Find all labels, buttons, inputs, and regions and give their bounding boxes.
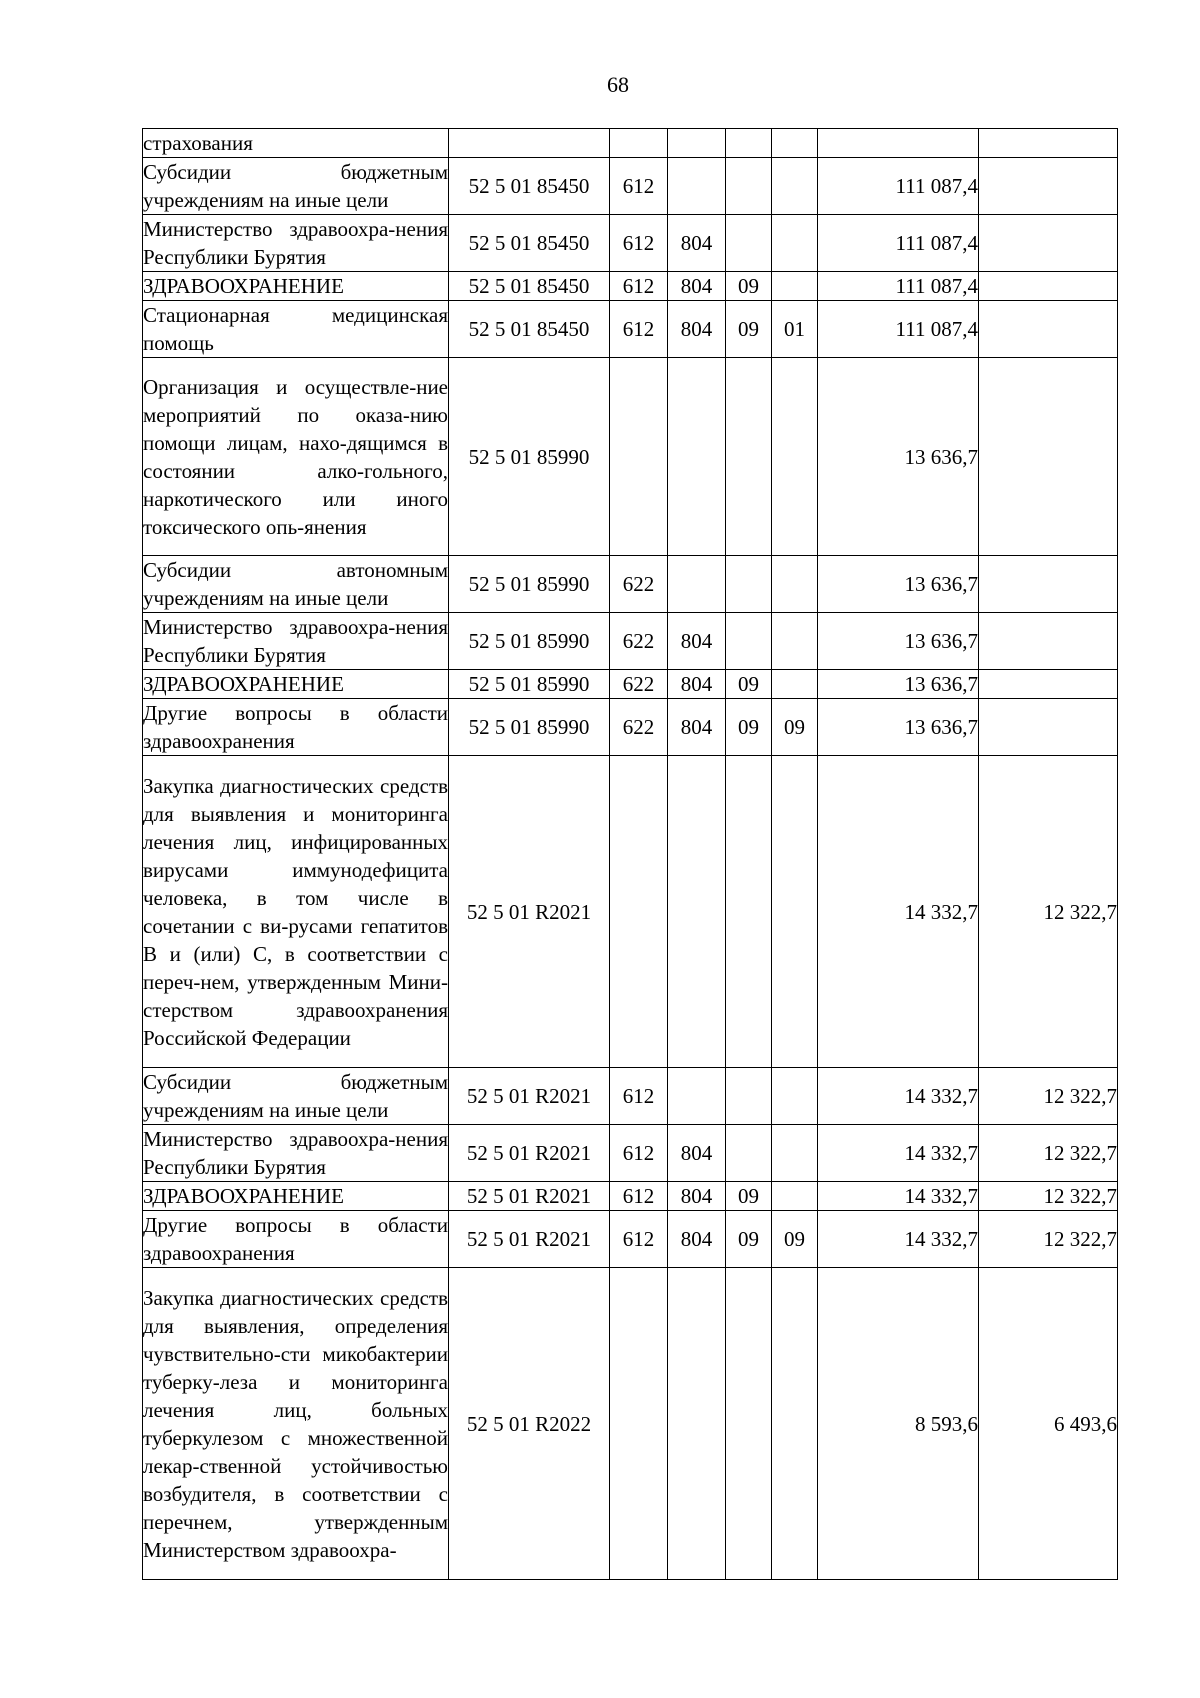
amount-cell: 111 087,4 (818, 158, 979, 215)
federal-amount-cell (979, 556, 1118, 613)
target-article-code-cell: 52 5 01 R2021 (449, 1211, 610, 1268)
ministry-code-cell: 804 (668, 272, 726, 301)
amount-cell: 13 636,7 (818, 670, 979, 699)
item-name-cell: Министерство здравоохра-нения Республики Бурятия (143, 215, 449, 272)
subsection-code-cell (772, 129, 818, 158)
amount-cell: 111 087,4 (818, 272, 979, 301)
item-name-cell: страхования (143, 129, 449, 158)
federal-amount-cell: 6 493,6 (979, 1268, 1118, 1580)
table-row (143, 1125, 1118, 1182)
expense-type-code-cell: 622 (610, 699, 668, 756)
ministry-code-cell: 804 (668, 1211, 726, 1268)
item-name-cell: Организация и осуществле-ние мероприятий по оказа-нию помощи лицам, нахо-дящимся в состоянии алко-гольного, наркотического или иного токсического опь-янения (143, 358, 449, 556)
expense-type-code-cell: 612 (610, 1068, 668, 1125)
expense-type-code-cell: 612 (610, 1211, 668, 1268)
expense-type-code-cell: 622 (610, 613, 668, 670)
target-article-code-cell (449, 129, 610, 158)
subsection-code-cell (772, 670, 818, 699)
item-name-cell: Субсидии бюджетным учреждениям на иные цели (143, 158, 449, 215)
section-code-cell: 09 (726, 699, 772, 756)
section-code-cell (726, 215, 772, 272)
ministry-code-cell (668, 1068, 726, 1125)
subsection-code-cell (772, 358, 818, 556)
amount-cell: 111 087,4 (818, 215, 979, 272)
section-code-cell (726, 1268, 772, 1580)
expense-type-code-cell: 612 (610, 272, 668, 301)
subsection-code-cell: 09 (772, 1211, 818, 1268)
amount-cell: 14 332,7 (818, 1182, 979, 1211)
subsection-code-cell (772, 756, 818, 1068)
target-article-code-cell: 52 5 01 85450 (449, 215, 610, 272)
expense-type-code-cell: 622 (610, 670, 668, 699)
section-code-cell: 09 (726, 272, 772, 301)
expense-type-code-cell (610, 756, 668, 1068)
table-row (143, 129, 1118, 158)
item-name-cell: Субсидии автономным учреждениям на иные цели (143, 556, 449, 613)
subsection-code-cell (772, 1182, 818, 1211)
table-row (143, 1068, 1118, 1125)
expense-type-code-cell (610, 358, 668, 556)
target-article-code-cell: 52 5 01 85990 (449, 358, 610, 556)
item-name-cell: Закупка диагностических средств для выявления и мониторинга лечения лиц, инфицированных вирусами иммунодефицита человека, в том числе в сочетании с ви-русами гепатитов B и (или) C, в соответствии с переч-нем, утвержденным Мини-стерством здравоохранения Российской Федерации (143, 756, 449, 1068)
section-code-cell: 09 (726, 301, 772, 358)
ministry-code-cell (668, 158, 726, 215)
item-name-cell: Закупка диагностических средств для выявления, определения чувствительно-сти микобактерии туберку-леза и мониторинга лечения лиц, больных туберкулезом с множественной лекар-ственной устойчивостью возбудителя, в соответствии с перечнем, утвержденным Министерством здравоохра- (143, 1268, 449, 1580)
amount-cell: 13 636,7 (818, 613, 979, 670)
item-name-cell: Другие вопросы в области здравоохранения (143, 1211, 449, 1268)
amount-cell: 111 087,4 (818, 301, 979, 358)
section-code-cell (726, 1125, 772, 1182)
amount-cell: 13 636,7 (818, 699, 979, 756)
section-code-cell (726, 158, 772, 215)
federal-amount-cell: 12 322,7 (979, 1182, 1118, 1211)
table-row (143, 699, 1118, 756)
subsection-code-cell: 01 (772, 301, 818, 358)
subsection-code-cell (772, 556, 818, 613)
item-name-cell: Министерство здравоохра-нения Республики Бурятия (143, 1125, 449, 1182)
item-name-cell: ЗДРАВООХРАНЕНИЕ (143, 272, 449, 301)
ministry-code-cell: 804 (668, 1125, 726, 1182)
table-row (143, 158, 1118, 215)
subsection-code-cell (772, 158, 818, 215)
ministry-code-cell: 804 (668, 670, 726, 699)
federal-amount-cell (979, 613, 1118, 670)
target-article-code-cell: 52 5 01 R2021 (449, 1182, 610, 1211)
federal-amount-cell (979, 358, 1118, 556)
target-article-code-cell: 52 5 01 85450 (449, 158, 610, 215)
section-code-cell: 09 (726, 670, 772, 699)
subsection-code-cell (772, 613, 818, 670)
federal-amount-cell: 12 322,7 (979, 1125, 1118, 1182)
table-row (143, 556, 1118, 613)
expense-type-code-cell (610, 1268, 668, 1580)
section-code-cell (726, 756, 772, 1068)
item-name-cell: ЗДРАВООХРАНЕНИЕ (143, 670, 449, 699)
subsection-code-cell (772, 272, 818, 301)
federal-amount-cell (979, 670, 1118, 699)
target-article-code-cell: 52 5 01 85990 (449, 670, 610, 699)
target-article-code-cell: 52 5 01 R2021 (449, 1068, 610, 1125)
table-row (143, 215, 1118, 272)
federal-amount-cell (979, 699, 1118, 756)
table-row (143, 613, 1118, 670)
target-article-code-cell: 52 5 01 85990 (449, 613, 610, 670)
amount-cell: 14 332,7 (818, 1125, 979, 1182)
expense-type-code-cell: 612 (610, 215, 668, 272)
item-name-cell: ЗДРАВООХРАНЕНИЕ (143, 1182, 449, 1211)
target-article-code-cell: 52 5 01 R2021 (449, 756, 610, 1068)
federal-amount-cell: 12 322,7 (979, 1068, 1118, 1125)
federal-amount-cell (979, 215, 1118, 272)
target-article-code-cell: 52 5 01 85990 (449, 556, 610, 613)
table-row (143, 1268, 1118, 1580)
section-code-cell (726, 556, 772, 613)
ministry-code-cell: 804 (668, 1182, 726, 1211)
table-row (143, 301, 1118, 358)
ministry-code-cell: 804 (668, 301, 726, 358)
page-number: 68 (607, 72, 629, 97)
budget-table (142, 128, 1118, 1580)
target-article-code-cell: 52 5 01 R2022 (449, 1268, 610, 1580)
expense-type-code-cell: 622 (610, 556, 668, 613)
subsection-code-cell: 09 (772, 699, 818, 756)
amount-cell: 14 332,7 (818, 1211, 979, 1268)
subsection-code-cell (772, 1125, 818, 1182)
section-code-cell (726, 613, 772, 670)
ministry-code-cell (668, 556, 726, 613)
section-code-cell: 09 (726, 1211, 772, 1268)
ministry-code-cell: 804 (668, 699, 726, 756)
federal-amount-cell (979, 129, 1118, 158)
ministry-code-cell (668, 1268, 726, 1580)
table-row (143, 272, 1118, 301)
expense-type-code-cell: 612 (610, 301, 668, 358)
table-row (143, 670, 1118, 699)
table-row (143, 358, 1118, 556)
expense-type-code-cell: 612 (610, 158, 668, 215)
ministry-code-cell (668, 756, 726, 1068)
section-code-cell (726, 358, 772, 556)
ministry-code-cell (668, 129, 726, 158)
target-article-code-cell: 52 5 01 85450 (449, 301, 610, 358)
target-article-code-cell: 52 5 01 R2021 (449, 1125, 610, 1182)
table-row (143, 1211, 1118, 1268)
amount-cell: 14 332,7 (818, 1068, 979, 1125)
subsection-code-cell (772, 1268, 818, 1580)
subsection-code-cell (772, 215, 818, 272)
ministry-code-cell: 804 (668, 613, 726, 670)
amount-cell: 14 332,7 (818, 756, 979, 1068)
federal-amount-cell (979, 158, 1118, 215)
amount-cell: 13 636,7 (818, 358, 979, 556)
expense-type-code-cell (610, 129, 668, 158)
item-name-cell: Субсидии бюджетным учреждениям на иные цели (143, 1068, 449, 1125)
ministry-code-cell: 804 (668, 215, 726, 272)
table-row (143, 756, 1118, 1068)
table-row (143, 1182, 1118, 1211)
expense-type-code-cell: 612 (610, 1125, 668, 1182)
federal-amount-cell: 12 322,7 (979, 1211, 1118, 1268)
item-name-cell: Министерство здравоохра-нения Республики Бурятия (143, 613, 449, 670)
amount-cell: 13 636,7 (818, 556, 979, 613)
federal-amount-cell: 12 322,7 (979, 756, 1118, 1068)
amount-cell: 8 593,6 (818, 1268, 979, 1580)
expense-type-code-cell: 612 (610, 1182, 668, 1211)
amount-cell (818, 129, 979, 158)
federal-amount-cell (979, 301, 1118, 358)
table-body (143, 129, 1118, 1580)
subsection-code-cell (772, 1068, 818, 1125)
section-code-cell (726, 129, 772, 158)
section-code-cell (726, 1068, 772, 1125)
ministry-code-cell (668, 358, 726, 556)
section-code-cell: 09 (726, 1182, 772, 1211)
federal-amount-cell (979, 272, 1118, 301)
item-name-cell: Другие вопросы в области здравоохранения (143, 699, 449, 756)
item-name-cell: Стационарная медицинская помощь (143, 301, 449, 358)
target-article-code-cell: 52 5 01 85450 (449, 272, 610, 301)
target-article-code-cell: 52 5 01 85990 (449, 699, 610, 756)
